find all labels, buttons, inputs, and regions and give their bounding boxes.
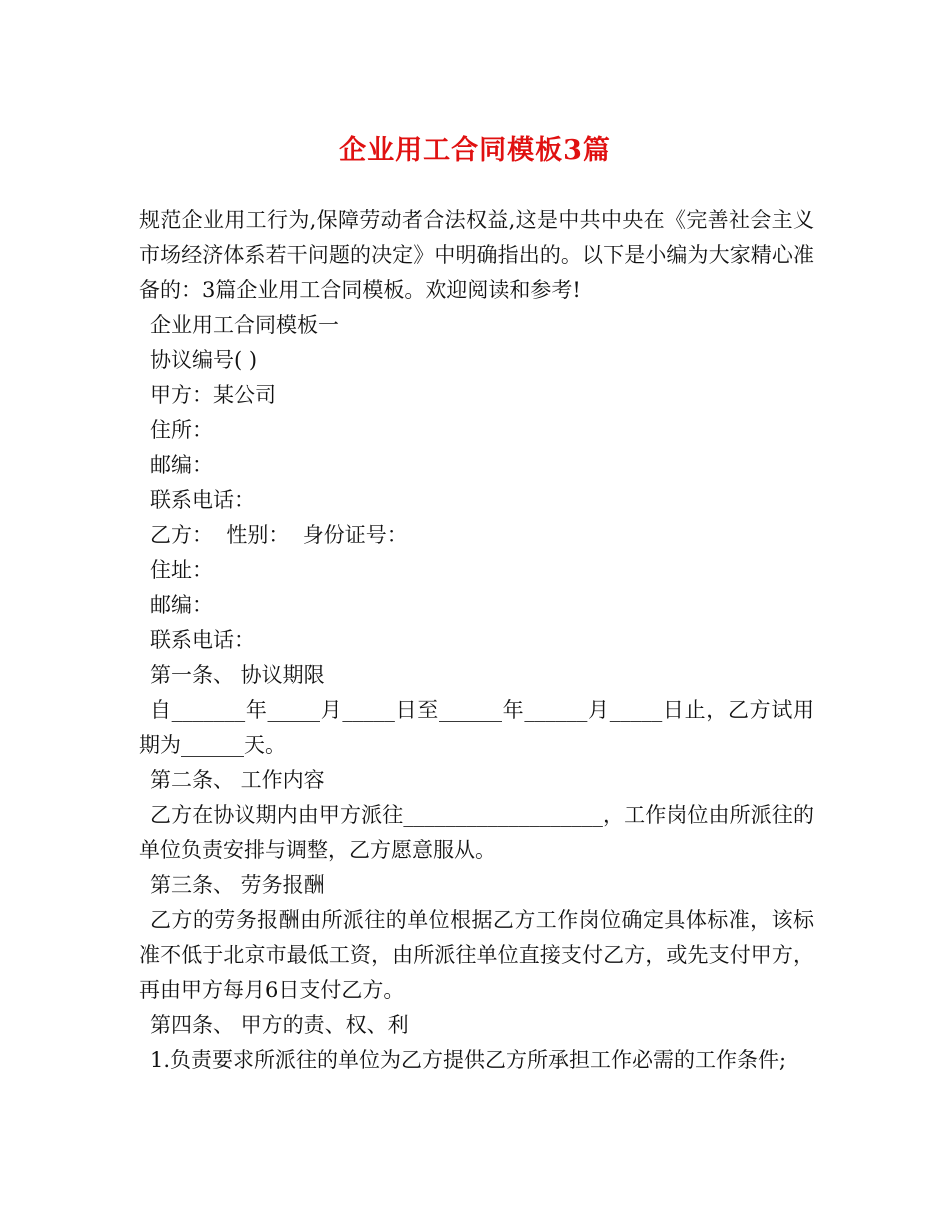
article-two-text: 乙方在协议期内由甲方派往___________________，工作岗位由所派往的单位负责安排与调整，乙方愿意服从。	[139, 803, 814, 862]
party-a-phone-line: 联系电话：	[150, 488, 255, 512]
article-three-text: 乙方的劳务报酬由所派往的单位根据乙方工作岗位确定具体标准，该标准不低于北京市最低工资，由所派往单位直接支付乙方，或先支付甲方，再由甲方每月6日支付乙方。	[139, 908, 814, 1002]
article-four-heading: 第四条、 甲方的责、权、利	[150, 1013, 409, 1037]
article-two-heading: 第二条、 工作内容	[150, 768, 325, 792]
agreement-number-line: 协议编号( )	[150, 348, 258, 372]
article-one-text: 自_______年_____月_____日至______年______月_____日止，乙方试用期为______天。	[139, 698, 814, 757]
party-a-line: 甲方：某公司	[150, 383, 276, 407]
article-four-item-one: 1.负责要求所派往的单位为乙方提供乙方所承担工作必需的工作条件;	[150, 1048, 787, 1072]
document-title: 企业用工合同模板3篇	[339, 135, 611, 166]
party-b-phone-line: 联系电话：	[150, 628, 255, 652]
article-three-heading: 第三条、 劳务报酬	[150, 873, 325, 897]
document-body	[139, 203, 814, 1078]
party-b-address-line: 住址：	[150, 558, 213, 582]
party-b-postcode-line: 邮编：	[150, 593, 213, 617]
article-one-heading: 第一条、 协议期限	[150, 663, 325, 687]
party-a-postcode-line: 邮编：	[150, 453, 213, 477]
intro-paragraph: 规范企业用工行为,保障劳动者合法权益,这是中共中央在《完善社会主义市场经济体系若干问题的决定》中明确指出的。以下是小编为大家精心准备的：3篇企业用工合同模板。欢迎阅读和参考!	[139, 208, 814, 302]
section-heading-template-one: 企业用工合同模板一	[150, 313, 339, 337]
party-b-line: 乙方： 性别： 身份证号：	[150, 523, 408, 547]
party-a-address-line: 住所：	[150, 418, 213, 442]
